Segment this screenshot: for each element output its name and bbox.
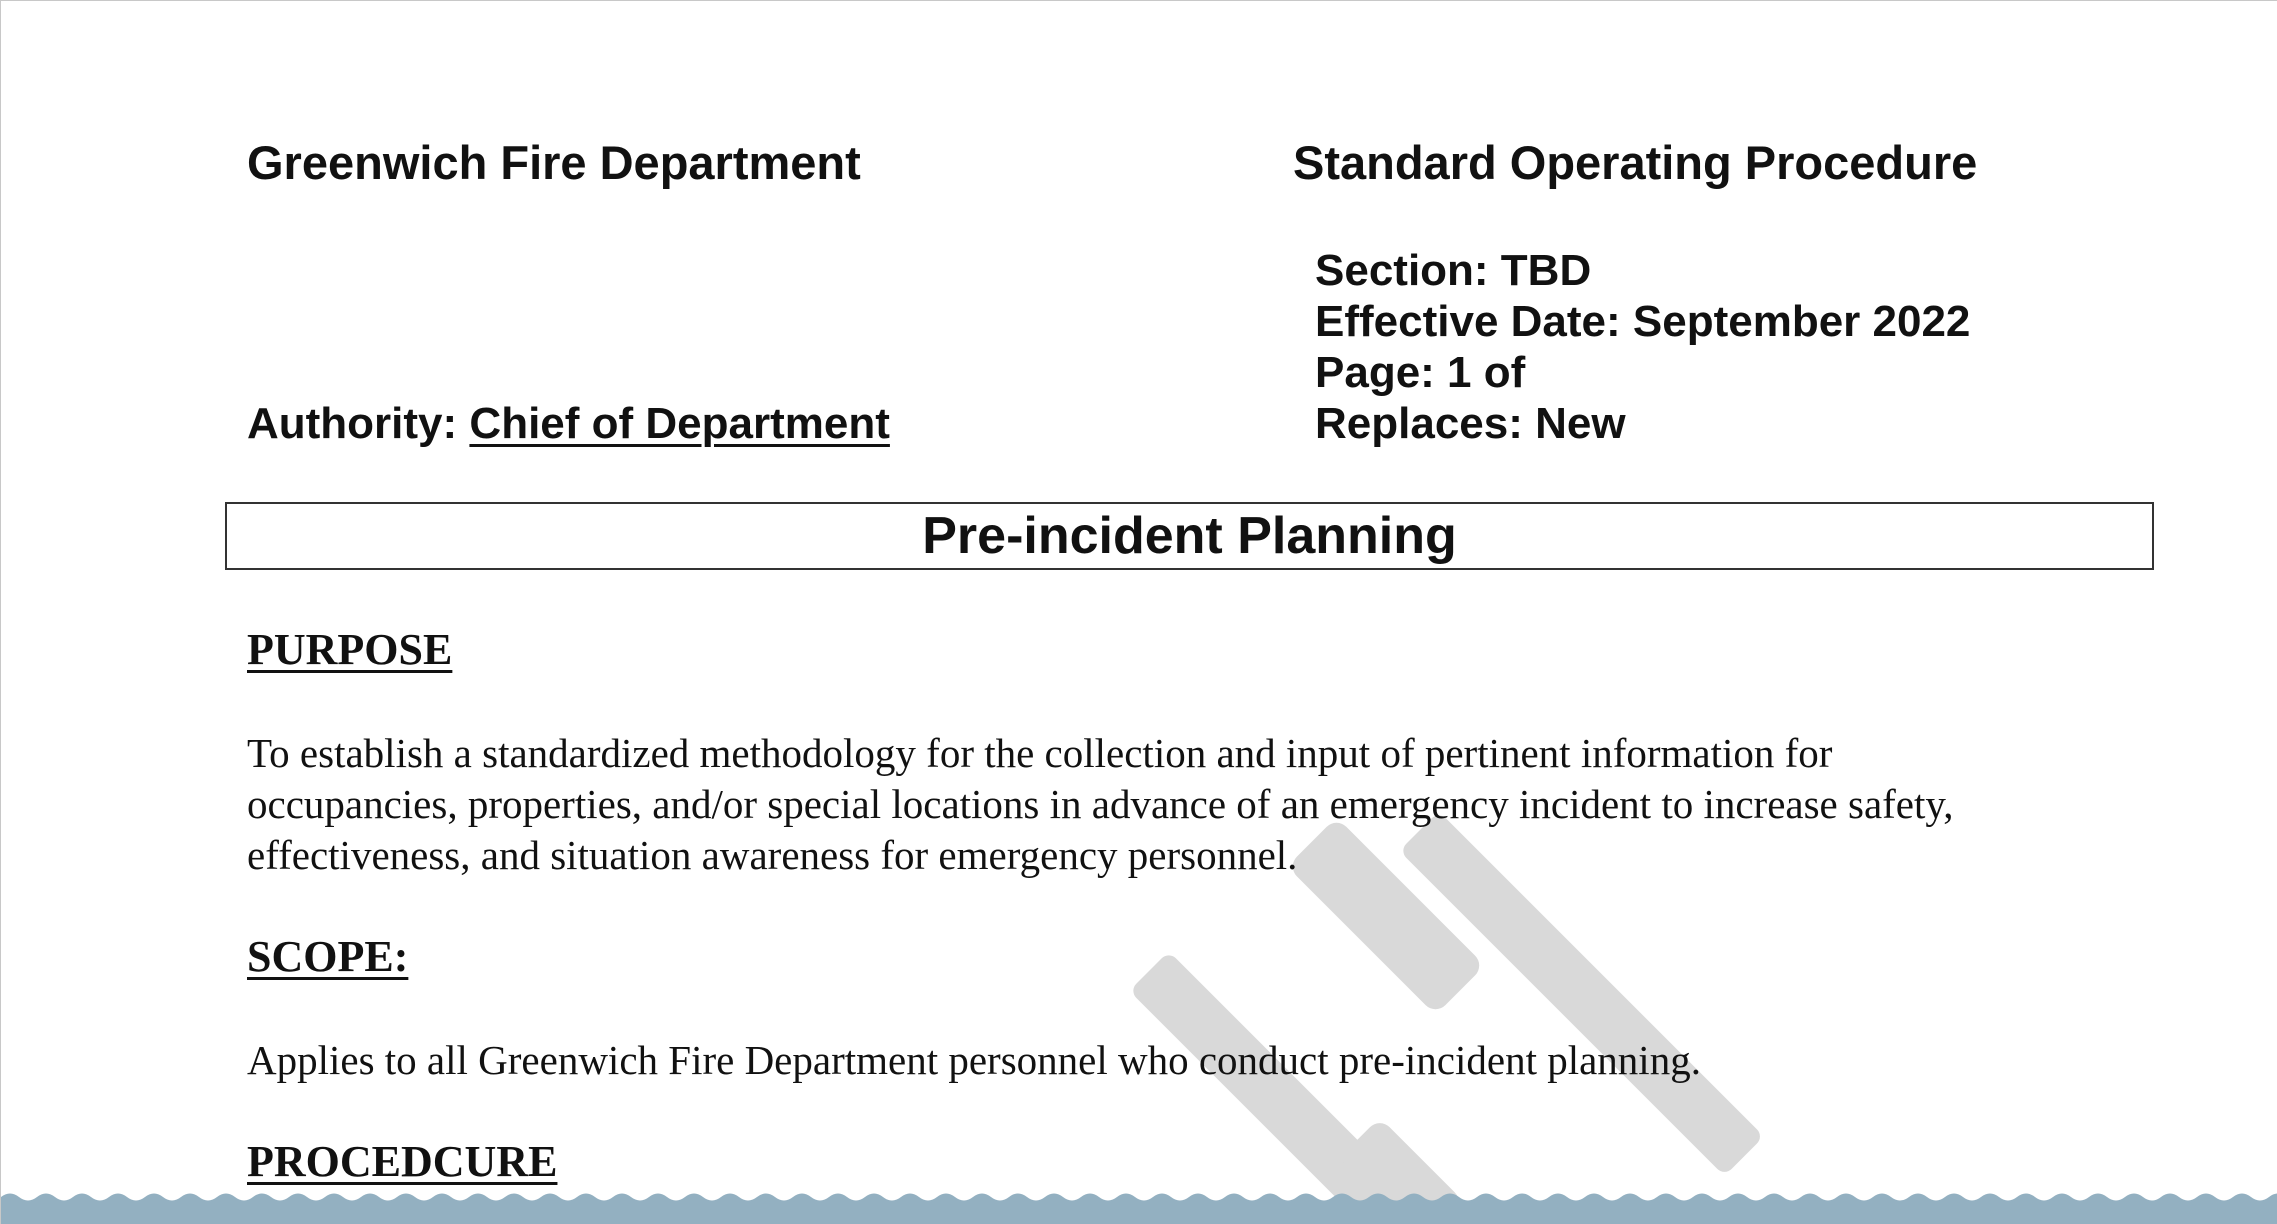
purpose-text	[247, 728, 2147, 881]
purpose-heading: PURPOSE	[247, 625, 453, 674]
document-title: Pre-incident Planning	[225, 502, 2154, 570]
page-field: Page: 1 of	[1315, 348, 1526, 397]
effective-date-field: Effective Date: September 2022	[1315, 297, 1971, 346]
department-name: Greenwich Fire Department	[247, 136, 861, 189]
procedure-heading: PROCEDCURE	[247, 1137, 558, 1186]
scope-text: Applies to all Greenwich Fire Department personnel who conduct pre-incident planning.	[247, 1037, 1701, 1083]
authority-label: Authority:	[247, 399, 458, 448]
scope-heading: SCOPE:	[247, 932, 409, 981]
section-field: Section: TBD	[1315, 246, 1592, 295]
authority-line	[247, 398, 890, 449]
document-type: Standard Operating Procedure	[1293, 136, 1978, 189]
torn-page-edge	[1, 1183, 2277, 1224]
purpose-line: occupancies, properties, and/or special locations in advance of an emergency incident to increase safety,	[247, 781, 1954, 827]
purpose-line: To establish a standardized methodology for the collection and input of pertinent information for	[247, 730, 1833, 776]
purpose-line: effectiveness, and situation awareness for emergency personnel.	[247, 832, 1298, 878]
authority-value: Chief of Department	[469, 399, 890, 448]
document-meta	[1315, 245, 1970, 449]
replaces-field: Replaces: New	[1315, 399, 1626, 448]
